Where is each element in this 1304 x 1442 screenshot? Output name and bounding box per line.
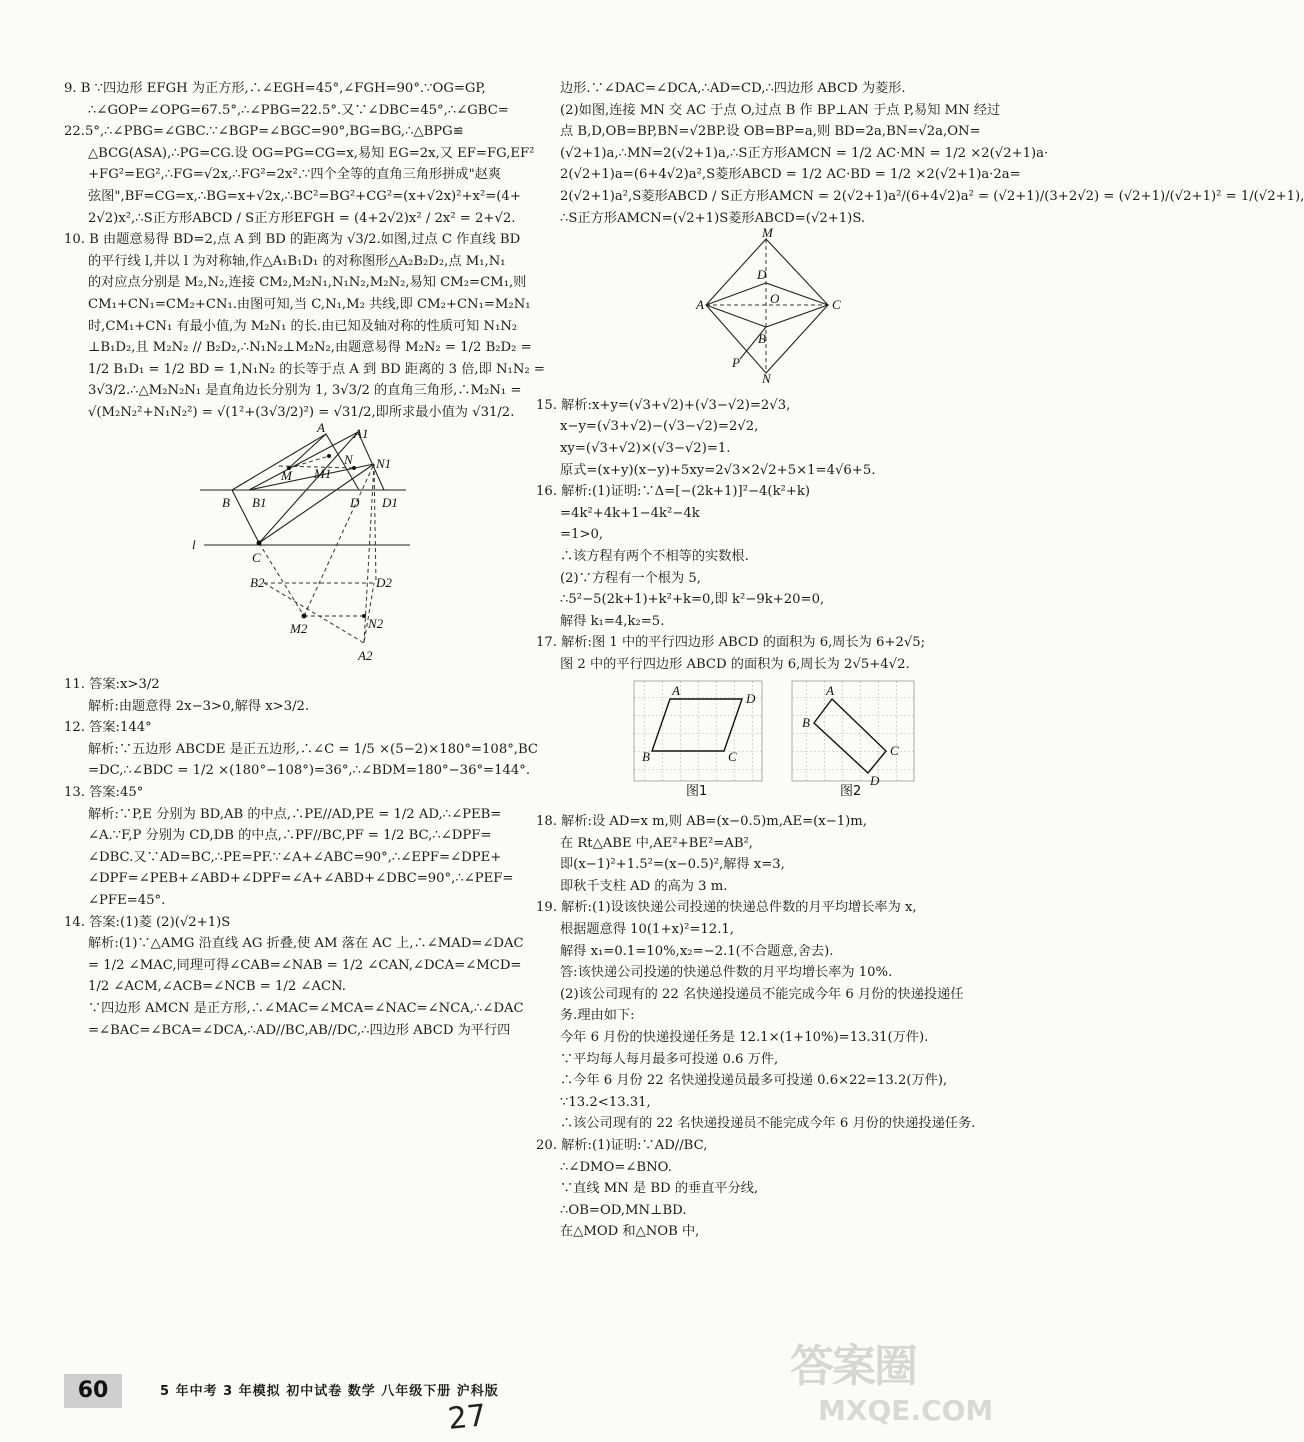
left-column bbox=[64, 78, 545, 1041]
fig14-label: B bbox=[758, 331, 766, 347]
fig14-label: P bbox=[732, 355, 740, 371]
text-line: (2)∵方程有一个根为 5, bbox=[560, 570, 701, 586]
text-line: 点 B,D,OB=BP,BN=√2BP.设 OB=BP=a,则 BD=2a,BN=√2a,ON= bbox=[560, 124, 981, 140]
book-series-title: 5 年中考 3 年模拟 初中试卷 数学 八年级下册 沪科版 bbox=[160, 1384, 499, 1399]
text-line: =∠BAC=∠BCA=∠DCA,∴AD//BC,AB//DC,∴四边形 ABCD 为平行四 bbox=[88, 1022, 511, 1038]
fig10-label: B bbox=[222, 494, 230, 510]
figure-q17 bbox=[536, 679, 954, 807]
text-line: ∴今年 6 月份 22 名快递投递员最多可投递 0.6×22=13.2(万件), bbox=[560, 1073, 948, 1089]
fig17-label: A bbox=[826, 683, 834, 699]
fig17-caption: 图2 bbox=[840, 784, 862, 800]
text-line: 13. 答案:45° bbox=[64, 785, 144, 801]
solutions-9-10 bbox=[64, 78, 545, 424]
text-line: xy=(√3+√2)×(√3−√2)=1. bbox=[560, 440, 731, 456]
fig10-label: l bbox=[192, 536, 196, 552]
text-line: 10. B 由题意易得 BD=2,点 A 到 BD 的距离为 √3/2.如图,过点 C 作直线 BD bbox=[64, 232, 521, 248]
fig10-label: C bbox=[252, 549, 261, 565]
text-line: (2)该公司现有的 22 名快递投递员不能完成今年 6 月份的快递投递任 bbox=[560, 986, 964, 1002]
text-line: 11. 答案:x>3/2 bbox=[64, 677, 160, 693]
fig10-label: D2 bbox=[376, 574, 392, 590]
fig10-label: B1 bbox=[252, 494, 267, 510]
text-line: +FG²=EG²,∴FG=√2x,∴FG²=2x².∵四个全等的直角三角形拼成"赵爽 bbox=[88, 167, 502, 183]
text-line: ∴5²−5(2k+1)+k²+k=0,即 k²−9k+20=0, bbox=[560, 592, 825, 608]
text-line: 9. B ∵四边形 EFGH 为正方形,∴∠EGH=45°,∠FGH=90°.∵OG=GP, bbox=[64, 81, 486, 96]
page-number: 60 bbox=[64, 1374, 122, 1408]
fig10-label: A1 bbox=[354, 425, 369, 441]
right-column bbox=[536, 78, 1304, 1243]
handwritten-number: 27 bbox=[446, 1398, 488, 1437]
fig10-label: N1 bbox=[376, 455, 392, 471]
text-line: 即秋千支柱 AD 的高为 3 m. bbox=[560, 878, 728, 894]
text-line: 答:该快递公司投递的快递总件数的月平均增长率为 10%. bbox=[560, 965, 893, 981]
text-line: 图 2 中的平行四边形 ABCD 的面积为 6,周长为 2√5+4√2. bbox=[560, 656, 910, 672]
text-line: ⊥B₁D₂,且 M₂N₂ // B₂D₂,∴N₁N₂⊥M₂N₂,由题意易得 M₂N₂ = 1/2 B₂D₂ = bbox=[88, 340, 532, 356]
text-line: 17. 解析:图 1 中的平行四边形 ABCD 的面积为 6,周长为 6+2√5; bbox=[536, 635, 926, 651]
text-line: CM₁+CN₁=CM₂+CN₁.由图可知,当 C,N₁,M₂ 共线,即 CM₂+CN₁=M₂N₁ bbox=[88, 296, 531, 312]
fig10-label: N2 bbox=[368, 615, 384, 631]
text-line: ∴OB=OD,MN⊥BD. bbox=[560, 1202, 687, 1218]
fig10-label: M1 bbox=[314, 465, 332, 481]
text-line: 在 Rt△ABE 中,AE²+BE²=AB², bbox=[560, 835, 753, 851]
text-line: ∴∠DMO=∠BNO. bbox=[560, 1159, 672, 1175]
text-line: 2√2)x²,∴S正方形ABCD / S正方形EFGH = (4+2√2)x² / 2x² = 2+√2. bbox=[88, 210, 516, 226]
fig17-label: A bbox=[672, 683, 680, 699]
text-line: ∵直线 MN 是 BD 的垂直平分线, bbox=[560, 1181, 759, 1197]
solutions-15-17 bbox=[536, 395, 954, 676]
text-line: 的对应点分别是 M₂,N₂,连接 CM₂,M₂N₁,N₁N₂,M₂N₂,易知 CM₂=CM₁,则 bbox=[88, 275, 527, 291]
text-line: ∵四边形 AMCN 是正方形,∴∠MAC=∠MCA=∠NAC=∠NCA,∴∠DAC bbox=[88, 1001, 524, 1016]
text-line: 18. 解析:设 AD=x m,则 AB=(x−0.5)m,AE=(x−1)m, bbox=[536, 814, 867, 830]
figure-q14 bbox=[536, 225, 954, 391]
text-line: 解得 k₁=4,k₂=5. bbox=[560, 613, 665, 629]
text-line: 解析:(1)∵△AMG 沿直线 AG 折叠,使 AM 落在 AC 上,∴∠MAD=∠DAC bbox=[88, 936, 524, 952]
text-line: ∠A.∵F,P 分别为 CD,DB 的中点,∴PF//BC,PF = 1/2 BC,∴∠DPF= bbox=[88, 828, 492, 844]
text-line: ∠PFE=45°. bbox=[88, 893, 166, 909]
text-line: =1>0, bbox=[560, 527, 604, 543]
text-line: ∵平均每人每月最多可投递 0.6 万件, bbox=[560, 1051, 779, 1067]
fig14-label: O bbox=[770, 291, 780, 307]
text-line: 解析:∵五边形 ABCDE 是正五边形,∴∠C = 1/5 ×(5−2)×180°=108°,BC bbox=[88, 741, 539, 757]
fig10-label: A bbox=[317, 419, 325, 435]
fig17-caption: 图1 bbox=[686, 784, 708, 800]
text-line: 弦图",BF=CG=x,∴BG=x+√2x,∴BC²=BG²+CG²=(x+√2x)²+x²=(4+ bbox=[88, 188, 521, 204]
fig17-label: D bbox=[870, 773, 880, 789]
fig10-label: B2 bbox=[250, 574, 265, 590]
fig10-label: A2 bbox=[358, 647, 373, 663]
text-line: √(M₂N₂²+N₁N₂²) = √(1²+(3√3/2)²) = √31/2,即所求最小值为 √31/2. bbox=[88, 404, 515, 420]
fig14-label: C bbox=[832, 297, 841, 313]
text-line: 时,CM₁+CN₁ 有最小值,为 M₂N₁ 的长.由已知及轴对称的性质可知 N₁N₂ bbox=[88, 318, 518, 334]
watermark-text: 答案圈 bbox=[790, 1341, 916, 1392]
text-line: 解析:∵P,E 分别为 BD,AB 的中点,∴PE//AD,PE = 1/2 AD,∴∠PEB= bbox=[88, 806, 502, 822]
text-line: 务.理由如下: bbox=[560, 1008, 635, 1024]
fig17-label: C bbox=[728, 749, 737, 765]
text-line: 2(√2+1)a=(6+4√2)a²,S菱形ABCD = 1/2 AC·BD = 1/2 ×2(√2+1)a·2a= bbox=[560, 167, 1021, 183]
fig10-label: D bbox=[350, 494, 360, 510]
fig14-label: D bbox=[757, 267, 767, 283]
text-line: = 1/2 ∠MAC,同理可得∠CAB=∠NAB = 1/2 ∠CAN,∠DCA=∠MCD= bbox=[88, 957, 522, 973]
fig10-label: M bbox=[281, 467, 292, 483]
text-line: 16. 解析:(1)证明:∵Δ=[−(2k+1)]²−4(k²+k) bbox=[536, 484, 811, 500]
text-line: 根据题意得 10(1+x)²=12.1, bbox=[560, 922, 734, 938]
text-line: =DC,∴∠BDC = 1/2 ×(180°−108°)=36°,∴∠BDM=180°−36°=144°. bbox=[88, 763, 531, 779]
geometry-figure-q14 bbox=[536, 225, 954, 387]
text-line: ∴S正方形AMCN=(√2+1)S菱形ABCD=(√2+1)S. bbox=[560, 210, 866, 226]
text-line: ∠DPF=∠PEB+∠ABD+∠DPF=∠A+∠ABD+∠DBC=90°,∴∠PEF= bbox=[88, 871, 514, 887]
text-line: 即(x−1)²+1.5²=(x−0.5)²,解得 x=3, bbox=[560, 857, 785, 873]
solutions-18-20 bbox=[536, 811, 976, 1243]
watermark-url: MXQE.COM bbox=[818, 1394, 994, 1427]
text-line: 22.5°,∴∠PBG=∠GBC.∵∠BGP=∠BGC=90°,BG=BG,∴△BPG≌ bbox=[64, 124, 464, 140]
fig10-label: N bbox=[344, 451, 353, 467]
text-line: x−y=(√3+√2)−(√3−√2)=2√2, bbox=[560, 419, 759, 435]
fig17-label: B bbox=[642, 749, 650, 765]
text-line: 原式=(x+y)(x−y)+5xy=2√3×2√2+5×1=4√6+5. bbox=[560, 462, 876, 478]
text-line: ∠DBC.又∵AD=BC,∴PE=PF.∵∠A+∠ABC=90°,∴∠EPF=∠DPE+ bbox=[88, 849, 502, 865]
fig17-label: D bbox=[746, 691, 756, 707]
text-line: 19. 解析:(1)设该快递公司投递的快递总件数的月平均增长率为 x, bbox=[536, 900, 917, 916]
fig17-label: C bbox=[890, 743, 899, 759]
fig17-label: B bbox=[802, 715, 810, 731]
text-line: 14. 答案:(1)菱 (2)(√2+1)S bbox=[64, 914, 231, 930]
page-footer bbox=[64, 1374, 684, 1408]
fig14-label: M bbox=[762, 225, 773, 241]
fig14-label: A bbox=[696, 297, 704, 313]
solution-14-cont bbox=[536, 78, 1304, 229]
text-line: 今年 6 月份的快递投递任务是 12.1×(1+10%)=13.31(万件). bbox=[560, 1030, 929, 1045]
text-line: △BCG(ASA),∴PG=CG.设 OG=PG=CG=x,易知 EG=2x,又 EF=FG,EF² bbox=[88, 145, 535, 161]
text-line: ∴∠GOP=∠OPG=67.5°,∴∠PBG=22.5°.又∵∠DBC=45°,∴∠GBC= bbox=[88, 102, 509, 118]
text-line: ∴该公司现有的 22 名快递投递员不能完成今年 6 月份的快递投递任务. bbox=[560, 1116, 976, 1132]
fig10-label: M2 bbox=[290, 620, 308, 636]
text-line: 2(√2+1)a²,S菱形ABCD / S正方形AMCN = 2(√2+1)a²/(6+4√2)a² = (√2+1)/(3+2√2) = (√2+1)/(√2+1)² = 1/(√2+1), bbox=[560, 188, 1304, 204]
text-line: (√2+1)a,∴MN=2(√2+1)a,∴S正方形AMCN = 1/2 AC·MN = 1/2 ×2(√2+1)a· bbox=[560, 145, 1049, 161]
fig10-label: D1 bbox=[382, 494, 398, 510]
text-line: 12. 答案:144° bbox=[64, 720, 152, 736]
text-line: ∵13.2<13.31, bbox=[560, 1094, 651, 1110]
geometry-figure-q10 bbox=[64, 419, 516, 663]
solutions-11-14 bbox=[64, 674, 539, 1041]
text-line: 20. 解析:(1)证明:∵AD//BC, bbox=[536, 1137, 708, 1153]
text-line: ∴该方程有两个不相等的实数根. bbox=[560, 548, 749, 564]
text-line: 1/2 ∠ACM,∠ACB=∠NCB = 1/2 ∠ACN. bbox=[88, 979, 346, 995]
text-line: 的平行线 l,并以 l 为对称轴,作△A₁B₁D₁ 的对称图形△A₂B₂D₂,点 M₁,N₁ bbox=[88, 253, 506, 269]
grid-figures-q17 bbox=[536, 679, 954, 799]
text-line: 解得 x₁=0.1=10%,x₂=−2.1(不合题意,舍去). bbox=[560, 943, 834, 959]
text-line: 15. 解析:x+y=(√3+√2)+(√3−√2)=2√3, bbox=[536, 397, 791, 413]
text-line: 解析:由题意得 2x−3>0,解得 x>3/2. bbox=[88, 698, 310, 714]
figure-q10 bbox=[64, 419, 516, 671]
text-line: 在△MOD 和△NOB 中, bbox=[560, 1224, 700, 1240]
fig14-label: N bbox=[762, 371, 771, 387]
text-line: (2)如图,连接 MN 交 AC 于点 O,过点 B 作 BP⊥AN 于点 P,易知 MN 经过 bbox=[560, 102, 1001, 118]
text-line: 1/2 B₁D₁ = 1/2 BD = 1,N₁N₂ 的长等于点 A 到 BD 距离的 3 倍,即 N₁N₂ = bbox=[88, 361, 545, 377]
text-line: 边形.∵∠DAC=∠DCA,∴AD=CD,∴四边形 ABCD 为菱形. bbox=[560, 81, 906, 96]
text-line: 3√3/2.∴△M₂N₂N₁ 是直角边长分别为 1, 3√3/2 的直角三角形,∴M₂N₁ = bbox=[88, 383, 522, 399]
text-line: =4k²+4k+1−4k²−4k bbox=[560, 505, 700, 521]
watermark-logo bbox=[790, 1330, 994, 1438]
